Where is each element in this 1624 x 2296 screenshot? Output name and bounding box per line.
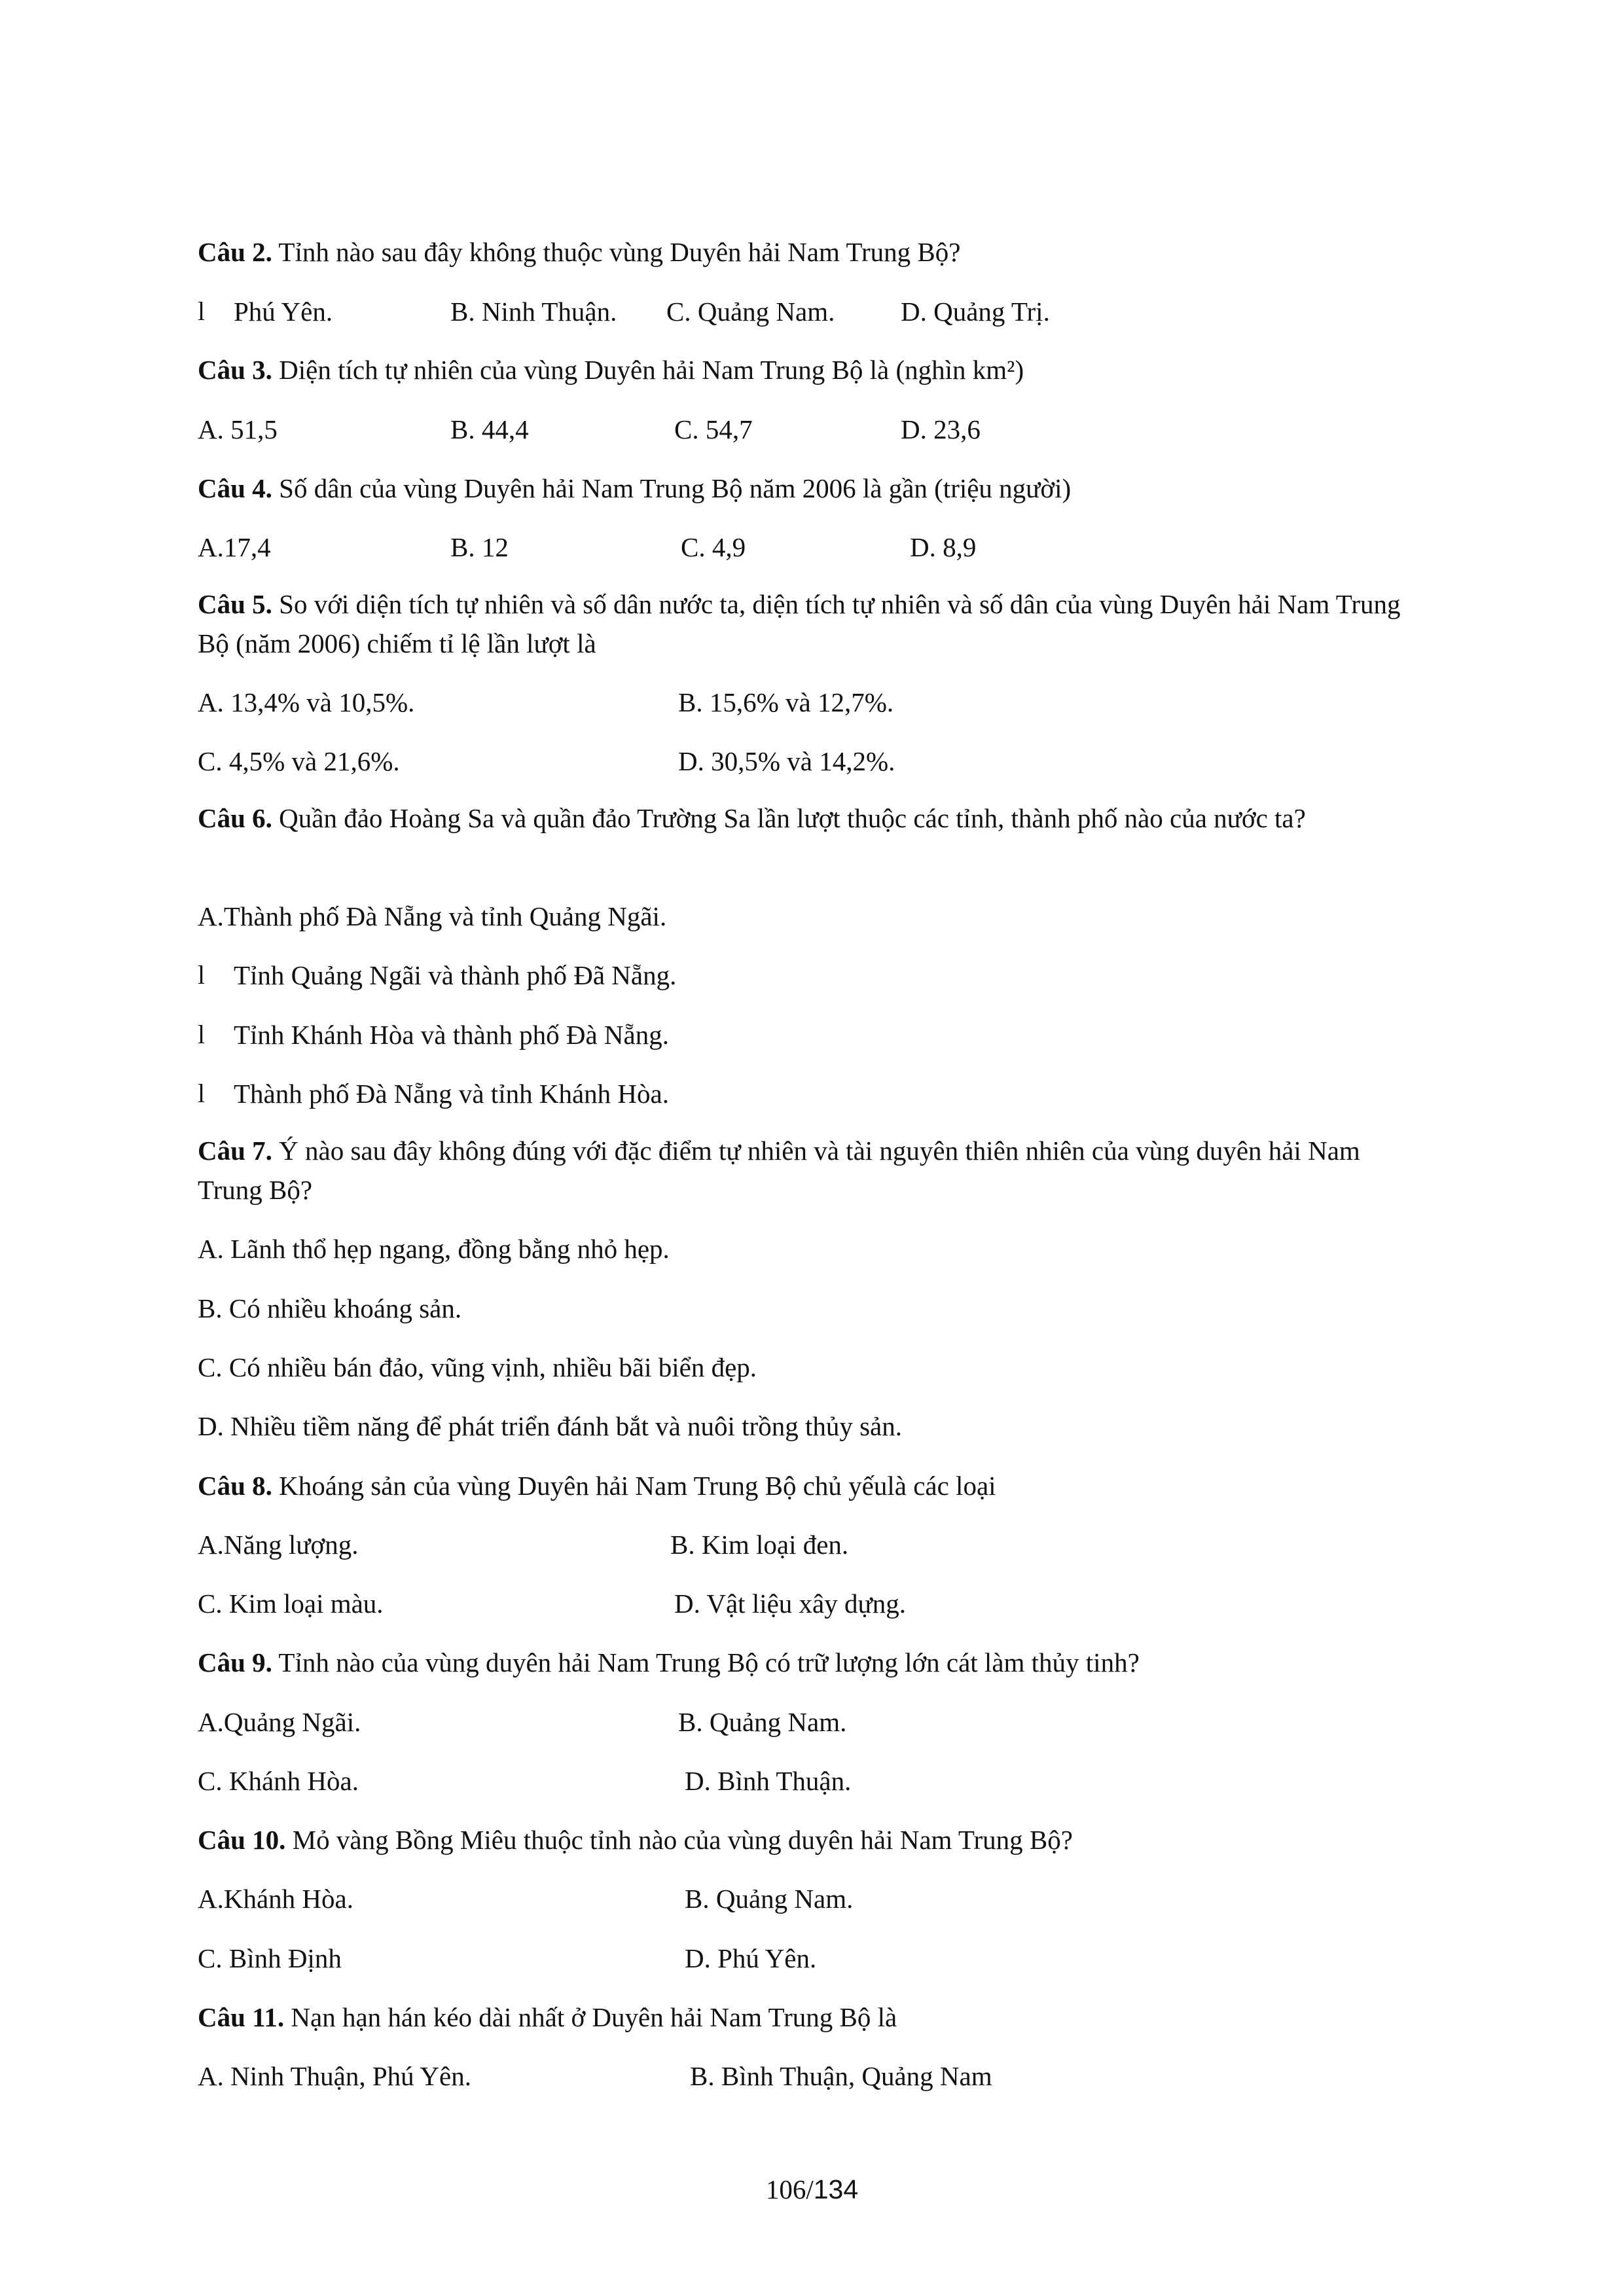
question-text: Nạn hạn hán kéo dài nhất ở Duyên hải Nam Trung Bộ là xyxy=(284,2002,897,2032)
answer-c: C. Khánh Hòa. xyxy=(198,1766,359,1796)
answer-c: Tỉnh Khánh Hòa và thành phố Đà Nẵng. xyxy=(234,1020,669,1050)
question-text: Ý nào sau đây không đúng với đặc điểm tự nhiên và tài nguyên thiên nhiên của vùng duyên hải Nam Trung Bộ? xyxy=(198,1136,1360,1205)
question-number: Câu 2. xyxy=(198,237,272,267)
page-total: 134 xyxy=(813,2174,859,2204)
question-number: Câu 8. xyxy=(198,1471,272,1501)
question-8 xyxy=(198,1466,996,1505)
bullet-marker: l xyxy=(198,1079,206,1108)
question-4 xyxy=(198,469,1071,508)
answer-a: A. Lãnh thổ hẹp ngang, đồng bằng nhỏ hẹp. xyxy=(198,1234,670,1264)
question-number: Câu 10. xyxy=(198,1825,286,1855)
question-10 xyxy=(198,1820,1073,1859)
answer-a: A.Thành phố Đà Nẵng và tỉnh Quảng Ngãi. xyxy=(198,901,667,931)
question-6 xyxy=(198,798,1415,838)
answer-b: B. Quảng Nam. xyxy=(678,1707,847,1737)
answer-a: Phú Yên. xyxy=(234,296,333,327)
answer-a: A.Quảng Ngãi. xyxy=(198,1707,361,1737)
answer-c: C. Quảng Nam. xyxy=(666,296,835,327)
answer-b: B. Ninh Thuận. xyxy=(450,296,617,327)
answer-d: D. Phú Yên. xyxy=(685,1943,817,1973)
bullet-marker: l xyxy=(198,960,206,990)
answer-a: A.Khánh Hòa. xyxy=(198,1884,353,1914)
question-7 xyxy=(198,1131,1415,1210)
answer-c: C. Bình Định xyxy=(198,1943,342,1973)
question-number: Câu 11. xyxy=(198,2002,285,2032)
answer-c: C. Kim loại màu. xyxy=(198,1588,384,1619)
answer-b: B. Bình Thuận, Quảng Nam xyxy=(690,2061,992,2091)
question-text: Tỉnh nào sau đây không thuộc vùng Duyên hải Nam Trung Bộ? xyxy=(272,237,961,267)
question-3 xyxy=(198,350,1024,389)
question-text: Khoáng sản của vùng Duyên hải Nam Trung Bộ chủ yếulà các loại xyxy=(272,1471,996,1501)
answer-c: C. 4,9 xyxy=(681,532,746,562)
question-text: Mỏ vàng Bồng Miêu thuộc tỉnh nào của vùng duyên hải Nam Trung Bộ? xyxy=(285,1825,1073,1855)
answer-a: A. 13,4% và 10,5%. xyxy=(198,687,415,717)
answer-b: B. 12 xyxy=(450,532,509,562)
answer-d: D. 8,9 xyxy=(910,532,977,562)
question-text: Tỉnh nào của vùng duyên hải Nam Trung Bộ có trữ lượng lớn cát làm thủy tinh? xyxy=(272,1647,1140,1677)
bullet-marker: l xyxy=(198,1020,206,1049)
answer-a: A.17,4 xyxy=(198,532,271,562)
question-9 xyxy=(198,1643,1140,1682)
answer-d: D. Bình Thuận. xyxy=(685,1766,852,1796)
answer-c: C. 4,5% và 21,6%. xyxy=(198,746,400,776)
answer-b: B. Quảng Nam. xyxy=(685,1884,854,1914)
question-2 xyxy=(198,232,960,272)
question-text: Quần đảo Hoàng Sa và quần đảo Trường Sa lần lượt thuộc các tỉnh, thành phố nào của nước ta? xyxy=(272,803,1306,833)
page-number xyxy=(0,2170,1624,2209)
question-number: Câu 5. xyxy=(198,589,272,619)
answer-a: A.Năng lượng. xyxy=(198,1530,359,1560)
answer-b: B. 44,4 xyxy=(450,414,529,444)
question-number: Câu 9. xyxy=(198,1647,272,1677)
answer-d: D. Quảng Trị. xyxy=(901,296,1050,327)
answer-a: A. Ninh Thuận, Phú Yên. xyxy=(198,2061,471,2091)
answer-b: B. Có nhiều khoáng sản. xyxy=(198,1293,462,1323)
answer-b: B. 15,6% và 12,7%. xyxy=(678,687,894,717)
question-5 xyxy=(198,584,1415,663)
bullet-marker: l xyxy=(198,296,206,326)
answer-d: D. 23,6 xyxy=(901,414,981,444)
answer-c: C. 54,7 xyxy=(674,414,753,444)
question-number: Câu 6. xyxy=(198,803,272,833)
question-text: Diện tích tự nhiên của vùng Duyên hải Nam Trung Bộ là (nghìn km²) xyxy=(272,355,1024,385)
answer-b: Tỉnh Quảng Ngãi và thành phố Đã Nẵng. xyxy=(234,960,677,990)
question-text: So với diện tích tự nhiên và số dân nước ta, diện tích tự nhiên và số dân của vùng Duyên hải Nam Trung Bộ (năm 2006) chiếm tỉ lệ lần lượt là xyxy=(198,589,1401,658)
answer-d: D. Vật liệu xây dựng. xyxy=(674,1588,906,1619)
question-number: Câu 3. xyxy=(198,355,272,385)
answer-d: Thành phố Đà Nẵng và tỉnh Khánh Hòa. xyxy=(234,1079,669,1109)
question-text: Số dân của vùng Duyên hải Nam Trung Bộ năm 2006 là gần (triệu người) xyxy=(272,473,1072,503)
question-11 xyxy=(198,1998,897,2037)
page-current: 106/ xyxy=(765,2174,814,2204)
answer-d: D. 30,5% và 14,2%. xyxy=(678,746,895,776)
answer-a: A. 51,5 xyxy=(198,414,278,444)
question-number: Câu 7. xyxy=(198,1136,272,1166)
answer-c: C. Có nhiều bán đảo, vũng vịnh, nhiều bãi biển đẹp. xyxy=(198,1352,757,1382)
answer-b: B. Kim loại đen. xyxy=(670,1530,849,1560)
answer-d: D. Nhiều tiềm năng để phát triển đánh bắt và nuôi trồng thủy sản. xyxy=(198,1411,903,1441)
question-number: Câu 4. xyxy=(198,473,272,503)
